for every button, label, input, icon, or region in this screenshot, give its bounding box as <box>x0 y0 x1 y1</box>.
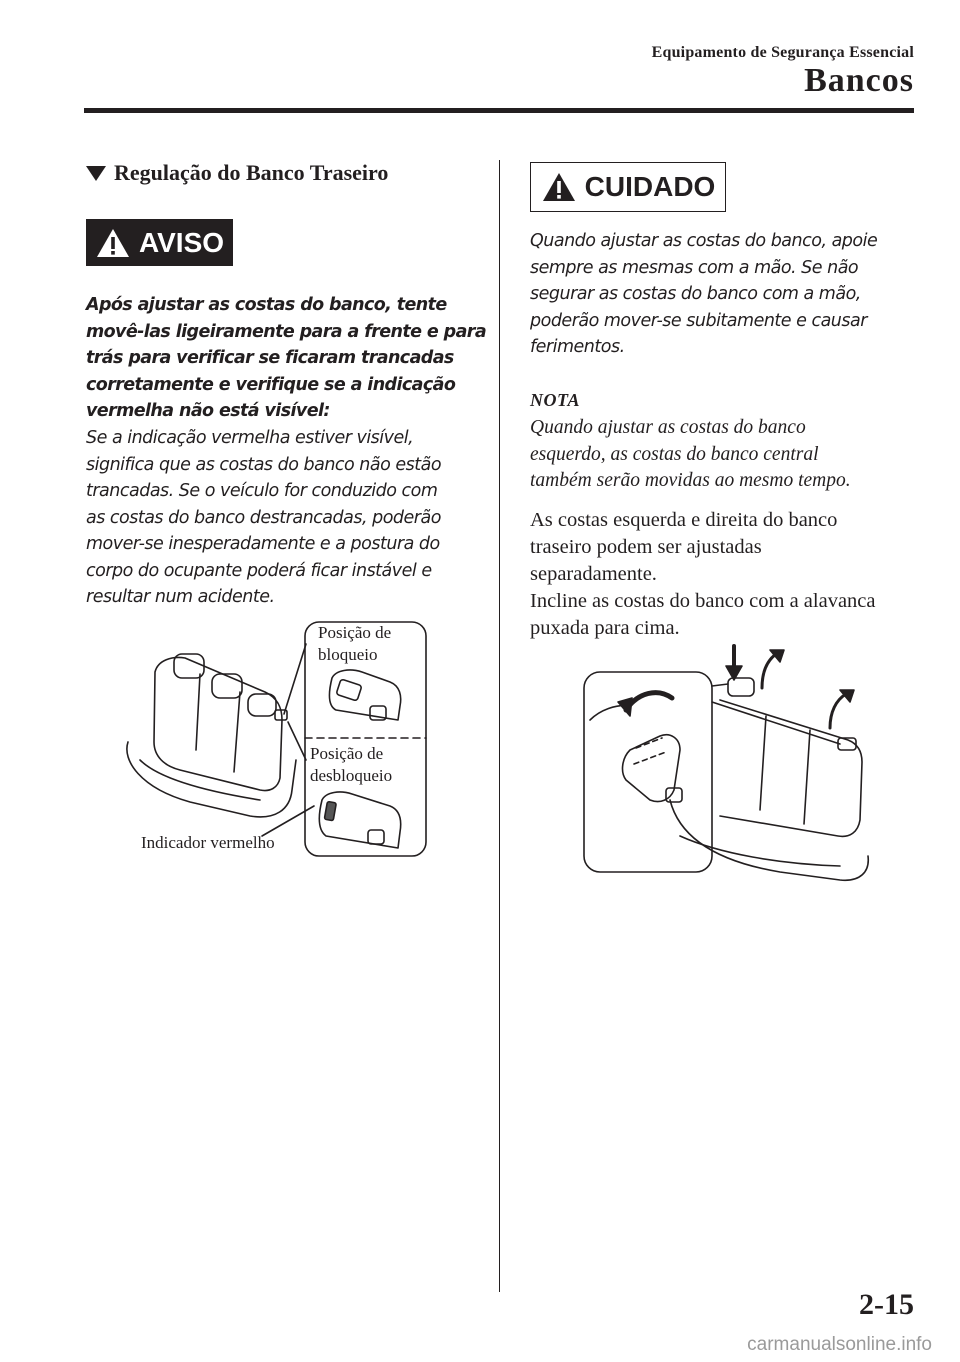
text-line: movê-las ligeiramente para a frente e para <box>86 321 487 342</box>
text-line: trás para verificar se ficaram trancadas <box>86 348 454 368</box>
text-line: resultar num acidente. <box>86 587 275 607</box>
text-line: As costas esquerda e direita do banco <box>530 509 838 531</box>
label-line: Posição de <box>310 744 384 763</box>
text-line: Incline as costas do banco com a alavanca <box>530 590 876 612</box>
label-line: desbloqueio <box>310 766 393 785</box>
warning-label: AVISO <box>138 226 225 258</box>
chapter-subtitle: Equipamento de Segurança Essencial <box>651 44 914 61</box>
text-line: mover-se inesperadamente e a postura do <box>86 534 440 554</box>
text-line: Quando ajustar as costas do banco <box>530 417 806 438</box>
warning-emphasis-text <box>86 292 488 425</box>
seatback-lever-illustration <box>570 640 900 890</box>
text-line: as costas do banco destrancadas, poderão <box>86 507 441 528</box>
chapter-title: Bancos <box>804 62 914 99</box>
header-rule <box>84 108 914 113</box>
text-line: corpo do ocupante poderá ficar instável e <box>86 560 432 581</box>
text-line: ferimentos. <box>530 337 625 357</box>
triangle-bullet-icon <box>86 166 106 181</box>
text-line: significa que as costas do banco não estão <box>86 454 442 475</box>
warning-triangle-icon <box>541 171 577 203</box>
warning-triangle-icon <box>95 227 131 259</box>
text-line: sempre as mesmas com a mão. Se não <box>530 257 859 278</box>
section-title: Regulação do Banco Traseiro <box>114 160 389 185</box>
note-label: NOTA <box>530 390 581 410</box>
text-line: segurar as costas do banco com a mão, <box>530 284 861 304</box>
text-line: também serão movidas ao mesmo tempo. <box>530 470 851 491</box>
warning-badge <box>86 219 233 266</box>
unlock-position-label <box>310 743 392 787</box>
text-line: trancadas. Se o veículo for conduzido com <box>86 481 438 501</box>
column-divider <box>499 160 500 1292</box>
caution-text <box>530 228 910 361</box>
text-line: traseiro podem ser ajustadas <box>530 536 762 558</box>
caution-label: CUIDADO <box>584 171 716 202</box>
text-line: Se a indicação vermelha estiver visível, <box>86 428 414 448</box>
text-line: Quando ajustar as costas do banco, apoie <box>530 231 878 251</box>
text-line: separadamente. <box>530 563 657 585</box>
page-number: 2-15 <box>859 1288 914 1321</box>
label-line: Posição de <box>318 623 392 642</box>
warning-body-text <box>86 425 488 611</box>
caution-badge <box>530 162 726 212</box>
text-line: esquerdo, as costas do banco central <box>530 443 819 465</box>
note-text <box>530 415 914 495</box>
lock-position-label <box>318 622 391 666</box>
section-heading <box>86 160 388 186</box>
text-line: poderão mover-se subitamente e causar <box>530 310 867 331</box>
text-line: Após ajustar as costas do banco, tente <box>86 295 447 315</box>
label-line: bloqueio <box>318 645 378 664</box>
text-line: puxada para cima. <box>530 617 680 639</box>
text-line: vermelha não está visível: <box>86 401 330 421</box>
text-line: corretamente e verifique se a indicação <box>86 374 456 395</box>
instruction-text <box>530 507 916 642</box>
watermark: carmanualsonline.info <box>747 1334 932 1355</box>
red-indicator-label: Indicador vermelho <box>141 833 275 852</box>
